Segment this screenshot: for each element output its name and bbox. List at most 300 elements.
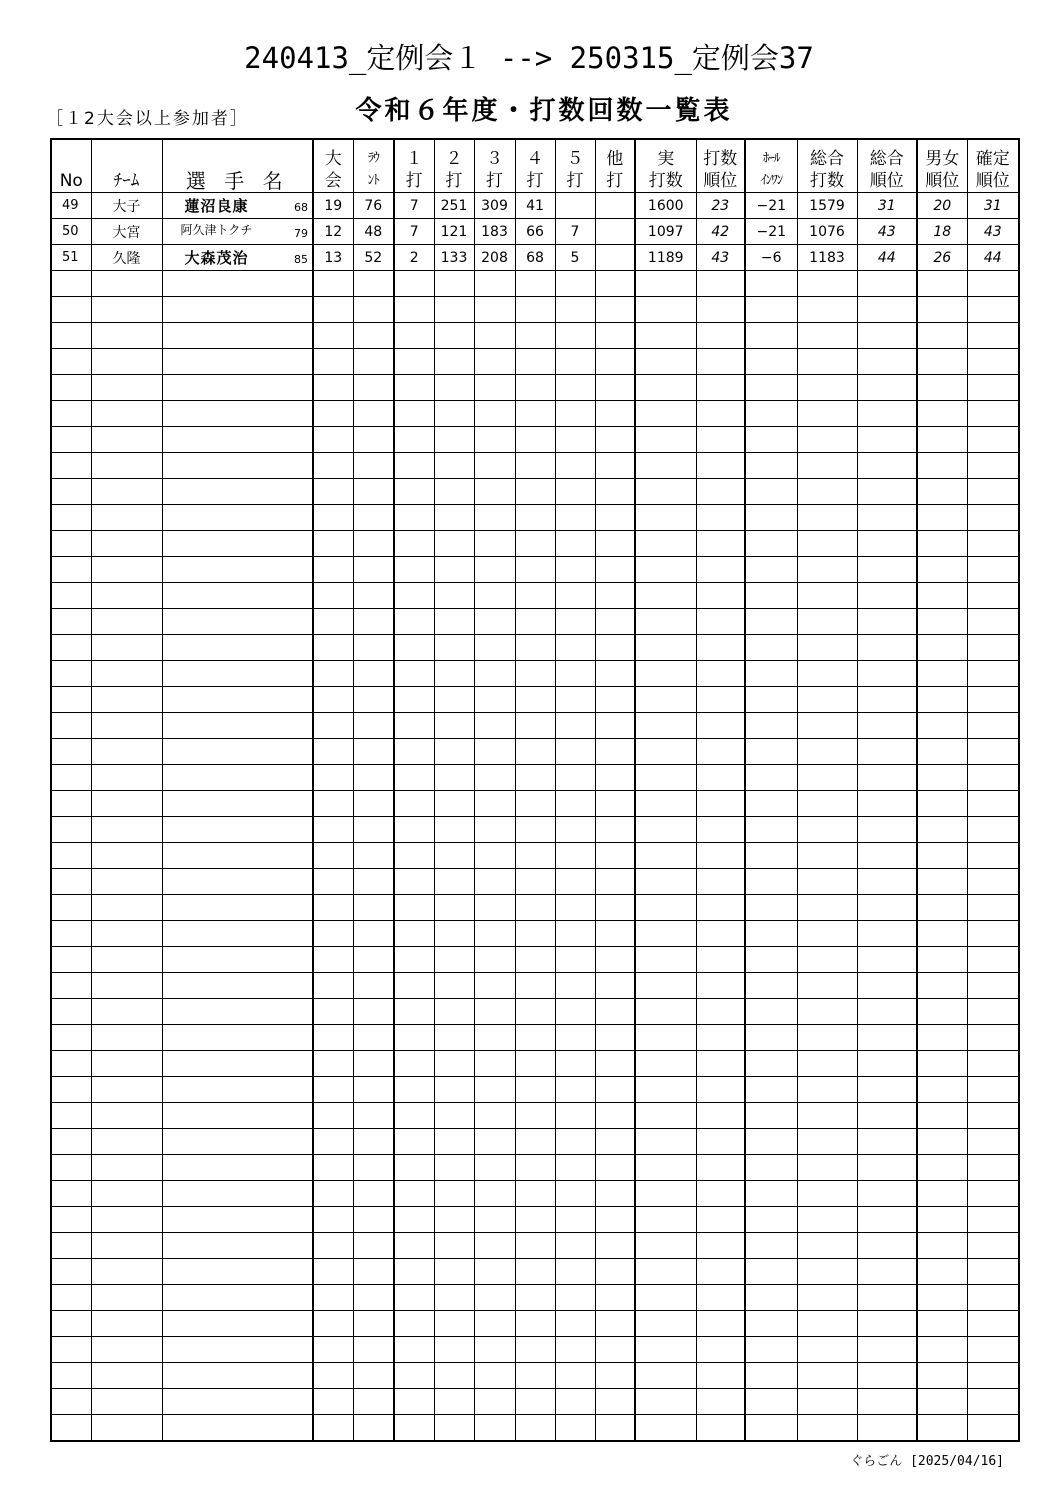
cell-no <box>51 375 91 401</box>
cell-no <box>51 1233 91 1259</box>
cell-taikai <box>313 271 353 297</box>
cell-total-rank <box>857 921 917 947</box>
cell-d2 <box>434 1311 474 1337</box>
cell-name <box>162 427 313 453</box>
cell-actual <box>635 869 696 895</box>
table-row <box>51 219 1019 245</box>
cell-team <box>91 1363 162 1389</box>
cell-total <box>797 1025 857 1051</box>
cell-actual <box>635 583 696 609</box>
cell-d5 <box>555 1233 595 1259</box>
cell-d1 <box>394 1181 434 1207</box>
cell-d5 <box>555 1129 595 1155</box>
cell-total-rank <box>857 817 917 843</box>
cell-d1 <box>394 271 434 297</box>
empty-row <box>51 505 1019 531</box>
cell-no <box>51 505 91 531</box>
cell-d1 <box>394 1415 434 1442</box>
cell-name <box>162 323 313 349</box>
cell-taikai <box>313 1337 353 1363</box>
cell-d4 <box>515 1337 555 1363</box>
cell-actual-rank <box>696 791 745 817</box>
cell-d4 <box>515 453 555 479</box>
empty-row <box>51 583 1019 609</box>
cell-d4 <box>515 1103 555 1129</box>
cell-hole-in-one <box>745 999 797 1025</box>
cell-team <box>91 1181 162 1207</box>
cell-final-rank <box>967 1207 1019 1233</box>
cell-d3 <box>474 635 515 661</box>
cell-d5 <box>555 1077 595 1103</box>
cell-team <box>91 375 162 401</box>
cell-team <box>91 713 162 739</box>
cell-other <box>595 193 635 219</box>
cell-actual-rank <box>696 1103 745 1129</box>
cell-d2 <box>434 739 474 765</box>
cell-actual-rank <box>696 999 745 1025</box>
cell-final-rank <box>967 1051 1019 1077</box>
cell-hole-in-one <box>745 1415 797 1442</box>
cell-gender-rank <box>917 427 967 453</box>
cell-gender-rank <box>917 1259 967 1285</box>
cell-total <box>797 661 857 687</box>
cell-d5 <box>555 1311 595 1337</box>
cell-d1 <box>394 765 434 791</box>
cell-round <box>353 271 394 297</box>
cell-d4 <box>515 1389 555 1415</box>
cell-total-rank <box>857 1259 917 1285</box>
cell-actual <box>635 349 696 375</box>
cell-d1 <box>394 349 434 375</box>
empty-row <box>51 687 1019 713</box>
cell-no <box>51 765 91 791</box>
col-team: ﾁｰﾑ <box>91 139 162 193</box>
cell-actual-rank <box>696 479 745 505</box>
footer-credit: ぐらごん [2025/04/16] <box>850 1454 1004 1469</box>
cell-d5 <box>555 401 595 427</box>
cell-hole-in-one <box>745 1285 797 1311</box>
cell-d4 <box>515 505 555 531</box>
cell-total-rank <box>857 973 917 999</box>
cell-other <box>595 583 635 609</box>
cell-gender-rank <box>917 947 967 973</box>
cell-round <box>353 1311 394 1337</box>
cell-total <box>797 1337 857 1363</box>
cell-d2 <box>434 401 474 427</box>
cell-team <box>91 297 162 323</box>
cell-taikai <box>313 1129 353 1155</box>
document-subtitle: 令和６年度・打数回数一覧表 <box>355 96 733 126</box>
cell-d1 <box>394 973 434 999</box>
cell-team <box>91 479 162 505</box>
cell-actual-rank <box>696 635 745 661</box>
col-1-stroke: １ 打 <box>394 139 434 193</box>
cell-gender-rank <box>917 661 967 687</box>
cell-total-rank <box>857 947 917 973</box>
cell-d4 <box>515 687 555 713</box>
cell-name <box>162 739 313 765</box>
empty-row <box>51 817 1019 843</box>
cell-name <box>162 1129 313 1155</box>
cell-taikai <box>313 687 353 713</box>
cell-actual-rank <box>696 583 745 609</box>
cell-other <box>595 1025 635 1051</box>
cell-d1 <box>394 557 434 583</box>
empty-row <box>51 765 1019 791</box>
cell-taikai <box>313 635 353 661</box>
cell-name <box>162 947 313 973</box>
cell-team <box>91 973 162 999</box>
cell-actual: 1189 <box>635 245 696 271</box>
cell-d2 <box>434 765 474 791</box>
cell-d4: 41 <box>515 193 555 219</box>
cell-final-rank <box>967 1181 1019 1207</box>
cell-taikai <box>313 323 353 349</box>
empty-row <box>51 1155 1019 1181</box>
cell-d5 <box>555 791 595 817</box>
cell-gender-rank <box>917 479 967 505</box>
cell-actual <box>635 765 696 791</box>
cell-taikai <box>313 609 353 635</box>
cell-total-rank <box>857 1207 917 1233</box>
cell-round <box>353 453 394 479</box>
cell-d2 <box>434 375 474 401</box>
cell-d3 <box>474 687 515 713</box>
cell-round <box>353 843 394 869</box>
cell-taikai <box>313 583 353 609</box>
cell-d5 <box>555 453 595 479</box>
cell-d4 <box>515 973 555 999</box>
cell-gender-rank <box>917 921 967 947</box>
cell-name <box>162 219 313 245</box>
cell-gender-rank <box>917 349 967 375</box>
cell-taikai <box>313 1233 353 1259</box>
cell-hole-in-one <box>745 1259 797 1285</box>
cell-team <box>91 427 162 453</box>
cell-d3 <box>474 1129 515 1155</box>
cell-no <box>51 583 91 609</box>
cell-total <box>797 1129 857 1155</box>
cell-team <box>91 1415 162 1442</box>
cell-total-rank <box>857 1155 917 1181</box>
cell-d2 <box>434 1285 474 1311</box>
cell-d2 <box>434 1129 474 1155</box>
cell-other <box>595 1103 635 1129</box>
cell-actual <box>635 375 696 401</box>
cell-round <box>353 1363 394 1389</box>
cell-total <box>797 1311 857 1337</box>
cell-team <box>91 817 162 843</box>
cell-d2 <box>434 1363 474 1389</box>
cell-total <box>797 349 857 375</box>
col-final-rank: 確定 順位 <box>967 139 1019 193</box>
cell-total-rank <box>857 1181 917 1207</box>
cell-total <box>797 609 857 635</box>
cell-no <box>51 1337 91 1363</box>
cell-total <box>797 999 857 1025</box>
cell-total <box>797 739 857 765</box>
cell-final-rank <box>967 1129 1019 1155</box>
cell-d5 <box>555 1103 595 1129</box>
cell-d3 <box>474 765 515 791</box>
cell-round <box>353 583 394 609</box>
cell-taikai <box>313 349 353 375</box>
cell-other <box>595 713 635 739</box>
cell-gender-rank <box>917 557 967 583</box>
cell-actual-rank <box>696 1051 745 1077</box>
cell-d1 <box>394 401 434 427</box>
empty-row <box>51 895 1019 921</box>
cell-round <box>353 687 394 713</box>
col-strokes-rank: 打数 順位 <box>696 139 745 193</box>
cell-total-rank <box>857 583 917 609</box>
cell-total-rank <box>857 1415 917 1442</box>
cell-name <box>162 1285 313 1311</box>
cell-no <box>51 1285 91 1311</box>
cell-d4 <box>515 401 555 427</box>
empty-row <box>51 791 1019 817</box>
cell-d1 <box>394 479 434 505</box>
empty-row <box>51 1181 1019 1207</box>
cell-final-rank <box>967 713 1019 739</box>
empty-row <box>51 427 1019 453</box>
cell-round <box>353 531 394 557</box>
cell-no <box>51 1259 91 1285</box>
cell-d4 <box>515 1051 555 1077</box>
cell-total-rank: 43 <box>857 219 917 245</box>
col-other-stroke: 他 打 <box>595 139 635 193</box>
cell-final-rank: 44 <box>967 245 1019 271</box>
cell-round <box>353 1155 394 1181</box>
empty-row <box>51 947 1019 973</box>
cell-d3 <box>474 1181 515 1207</box>
cell-d5 <box>555 921 595 947</box>
cell-actual-rank <box>696 609 745 635</box>
cell-total-rank <box>857 375 917 401</box>
cell-hole-in-one <box>745 921 797 947</box>
cell-d5 <box>555 583 595 609</box>
cell-other <box>595 297 635 323</box>
cell-d1 <box>394 583 434 609</box>
cell-team <box>91 999 162 1025</box>
cell-actual <box>635 505 696 531</box>
empty-row <box>51 557 1019 583</box>
cell-d1 <box>394 921 434 947</box>
empty-row <box>51 635 1019 661</box>
empty-row <box>51 1025 1019 1051</box>
cell-d5 <box>555 271 595 297</box>
cell-name <box>162 791 313 817</box>
cell-d5 <box>555 609 595 635</box>
cell-actual-rank <box>696 713 745 739</box>
cell-hole-in-one <box>745 947 797 973</box>
cell-d2 <box>434 817 474 843</box>
cell-d5 <box>555 765 595 791</box>
cell-actual-rank <box>696 1389 745 1415</box>
cell-hole-in-one <box>745 349 797 375</box>
cell-team <box>91 323 162 349</box>
cell-other <box>595 947 635 973</box>
cell-team <box>91 1051 162 1077</box>
cell-hole-in-one <box>745 401 797 427</box>
cell-d5 <box>555 505 595 531</box>
cell-actual-rank <box>696 1363 745 1389</box>
cell-taikai <box>313 401 353 427</box>
cell-hole-in-one: −6 <box>745 245 797 271</box>
cell-d4 <box>515 895 555 921</box>
cell-no <box>51 1103 91 1129</box>
cell-hole-in-one <box>745 713 797 739</box>
cell-team <box>91 349 162 375</box>
cell-other <box>595 271 635 297</box>
cell-team <box>91 1259 162 1285</box>
cell-actual <box>635 1337 696 1363</box>
cell-actual <box>635 1051 696 1077</box>
cell-total <box>797 869 857 895</box>
cell-d1 <box>394 323 434 349</box>
empty-row <box>51 921 1019 947</box>
cell-no <box>51 817 91 843</box>
cell-name <box>162 531 313 557</box>
cell-total <box>797 1389 857 1415</box>
cell-total-rank <box>857 765 917 791</box>
cell-round <box>353 1025 394 1051</box>
cell-actual <box>635 1207 696 1233</box>
cell-total-rank <box>857 1337 917 1363</box>
cell-total-rank <box>857 843 917 869</box>
cell-d4 <box>515 557 555 583</box>
cell-total <box>797 843 857 869</box>
cell-total-rank <box>857 531 917 557</box>
cell-total <box>797 557 857 583</box>
document-title: 240413_定例会１ --> 250315_定例会37 <box>244 41 814 75</box>
cell-taikai <box>313 947 353 973</box>
cell-taikai <box>313 505 353 531</box>
cell-no <box>51 1077 91 1103</box>
cell-d1 <box>394 869 434 895</box>
cell-no: 49 <box>51 193 91 219</box>
cell-taikai <box>313 375 353 401</box>
cell-actual <box>635 479 696 505</box>
cell-gender-rank <box>917 1311 967 1337</box>
cell-total <box>797 1207 857 1233</box>
cell-hole-in-one <box>745 973 797 999</box>
cell-final-rank <box>967 791 1019 817</box>
empty-row <box>51 869 1019 895</box>
cell-hole-in-one <box>745 427 797 453</box>
cell-total <box>797 583 857 609</box>
cell-gender-rank <box>917 1129 967 1155</box>
cell-final-rank <box>967 869 1019 895</box>
cell-taikai <box>313 1025 353 1051</box>
cell-hole-in-one <box>745 843 797 869</box>
cell-final-rank <box>967 609 1019 635</box>
cell-team <box>91 1025 162 1051</box>
cell-name <box>162 973 313 999</box>
cell-total <box>797 635 857 661</box>
cell-gender-rank: 18 <box>917 219 967 245</box>
cell-total-rank <box>857 895 917 921</box>
empty-row <box>51 999 1019 1025</box>
cell-d4 <box>515 791 555 817</box>
cell-team <box>91 869 162 895</box>
cell-d1 <box>394 427 434 453</box>
cell-d4 <box>515 1155 555 1181</box>
cell-d4 <box>515 583 555 609</box>
cell-d2 <box>434 1259 474 1285</box>
cell-total <box>797 1155 857 1181</box>
cell-actual <box>635 999 696 1025</box>
cell-no <box>51 999 91 1025</box>
cell-actual <box>635 557 696 583</box>
cell-actual-rank <box>696 349 745 375</box>
cell-total <box>797 1077 857 1103</box>
cell-actual <box>635 1077 696 1103</box>
cell-taikai <box>313 1155 353 1181</box>
cell-d1 <box>394 791 434 817</box>
cell-name <box>162 635 313 661</box>
cell-name <box>162 297 313 323</box>
cell-other <box>595 999 635 1025</box>
cell-d2 <box>434 479 474 505</box>
cell-d5 <box>555 1389 595 1415</box>
col-actual-strokes: 実 打数 <box>635 139 696 193</box>
empty-row <box>51 1077 1019 1103</box>
cell-d5 <box>555 323 595 349</box>
cell-other <box>595 427 635 453</box>
empty-row <box>51 1363 1019 1389</box>
cell-d3 <box>474 1415 515 1442</box>
cell-actual <box>635 843 696 869</box>
cell-d5 <box>555 999 595 1025</box>
cell-other <box>595 1155 635 1181</box>
cell-d1 <box>394 713 434 739</box>
cell-d5 <box>555 557 595 583</box>
cell-total <box>797 895 857 921</box>
cell-d5 <box>555 1285 595 1311</box>
cell-d3 <box>474 609 515 635</box>
cell-d2 <box>434 1181 474 1207</box>
cell-d5 <box>555 1259 595 1285</box>
cell-no <box>51 1129 91 1155</box>
cell-no <box>51 635 91 661</box>
cell-final-rank <box>967 505 1019 531</box>
cell-d3: 208 <box>474 245 515 271</box>
cell-hole-in-one: −21 <box>745 193 797 219</box>
cell-final-rank <box>967 1259 1019 1285</box>
cell-d5 <box>555 1025 595 1051</box>
cell-d3 <box>474 713 515 739</box>
participants-note: ［１2大会以上参加者］ <box>46 109 249 129</box>
cell-team <box>91 947 162 973</box>
cell-d2 <box>434 687 474 713</box>
cell-hole-in-one <box>745 817 797 843</box>
cell-gender-rank <box>917 687 967 713</box>
cell-taikai: 13 <box>313 245 353 271</box>
cell-d5 <box>555 739 595 765</box>
cell-total-rank <box>857 1389 917 1415</box>
cell-d4 <box>515 1259 555 1285</box>
cell-name <box>162 1389 313 1415</box>
cell-d1: 2 <box>394 245 434 271</box>
cell-team <box>91 1311 162 1337</box>
cell-final-rank <box>967 375 1019 401</box>
cell-team <box>91 687 162 713</box>
cell-d2 <box>434 427 474 453</box>
cell-d2: 133 <box>434 245 474 271</box>
cell-hole-in-one <box>745 297 797 323</box>
cell-name <box>162 661 313 687</box>
